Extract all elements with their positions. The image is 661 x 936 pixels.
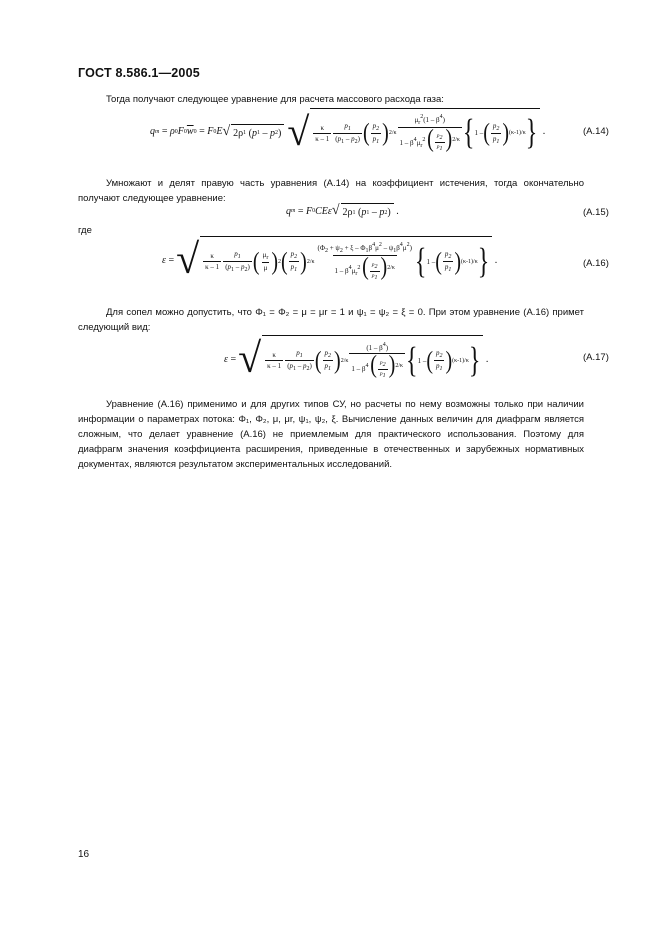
paragraph-multiply: Умножают и делят правую часть уравнения (А.14) на коэффициент истечения, тогда окончательно получают следующее уравнение: (78, 178, 584, 204)
paragraph-intro-a14: Тогда получают следующее уравнение для расчета массового расхода газа: (106, 94, 444, 105)
paragraph-applicability: Уравнение (А.16) применимо и для других типов СУ, но расчеты по нему возможны только при наличии информации о параметрах потока: Φ₁, Φ₂, μ, μr, ψ₁, ψ₂, ξ. Вычисление данных величин для диафрагм является сложным, что делает уравнение (А.16) не приемлемым для практического использования. Поэтому для диафрагм значения коэффициента расширения, приведенные в отечественных и зарубежных нормативных документах, являются результатом экспериментальных исследований. (78, 399, 584, 470)
paragraph-nozzles: Для сопел можно допустить, что Φ₁ = Φ₂ = μ = μr = 1 и ψ₁ = ψ₂ = ξ = 0. При этом уравнение (А.16) примет следующий вид: (78, 307, 584, 333)
equation-number-a16: (А.16) (583, 258, 609, 269)
equation-number-a14: (А.14) (583, 126, 609, 137)
page-number: 16 (78, 849, 90, 860)
equation-number-a17: (А.17) (583, 352, 609, 363)
equation-a17: ε = √ $\frac{\kappa}{\kappa - 1}$ $\frac{p1}{(p1 - p2)}$ ( $\frac{p2}{p1}$ ) 2/κ (1 – β4) 1 – β4 ( $\frac{p2}{p1}$ )2/κ { 1 – ( $\frac{p2}{p1}$ ) (κ-1)/κ } . (224, 336, 489, 382)
equation-a15: q m = F 0 CEε √ 2ρ 1 ( p 1 – p 2 ) . (286, 203, 399, 218)
paragraph-where: где (78, 225, 92, 236)
equation-a14: q m = ρ 0 F 0 $\overline{w}$ 0 = F 0 E √ 2ρ 1 ( p 1 – p 2 ) √ $\frac{\kappa}{\kappa - 1}$ $\frac{p1}{(p1 - p2)}$ ( $\frac{p2}{p1}$ ) 2/κ μr2(1 – β4) 1 – β4μr2 ( $\frac{p2}{p1}$ )2/κ { 1 – ( $\frac{p2}{p1}$ ) (κ-1)/κ } . (150, 109, 546, 154)
equation-a16: ε = √ $\frac{\kappa}{\kappa - 1}$ $\frac{p1}{(p1 - p2)}$ ( $\frac{\mu r}{\mu}$ ) 2 ( $\frac{p2}{p1}$ ) 2/κ (Φ2 + ψ2 + ξ – Φ1β4μ2 – ψ1β4μ2) 1 – β4μr2 ( $\frac{p2}{p1}$ )2/κ { 1 – ( $\frac{p2}{p1}$ ) (κ-1)/κ } . (162, 237, 498, 283)
document-header: ГОСТ 8.586.1—2005 (78, 66, 200, 80)
equation-number-a15: (А.15) (583, 207, 609, 218)
